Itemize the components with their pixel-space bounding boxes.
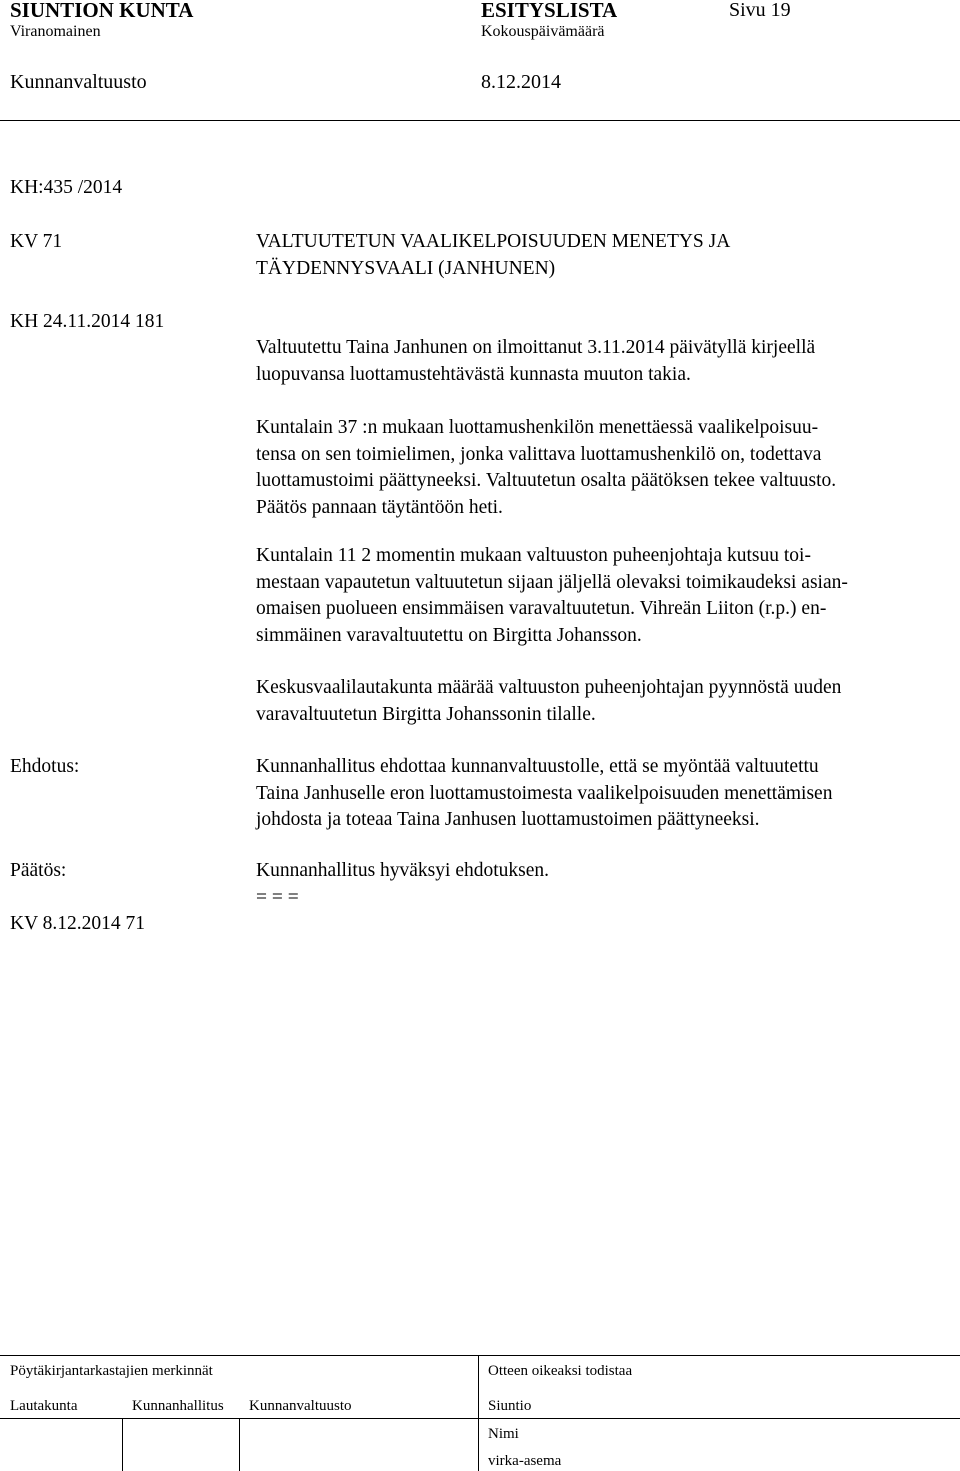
document-type: ESITYSLISTA xyxy=(481,0,618,22)
footer-divider xyxy=(122,1419,123,1471)
page-number: Sivu 19 xyxy=(729,0,791,21)
text-line: Päätös pannaan täytäntöön heti. xyxy=(256,496,503,518)
body-name: Kunnanvaltuusto xyxy=(10,71,147,93)
decision-text xyxy=(256,858,946,911)
text-line: Taina Janhuselle eron luottamustoimesta vaalikelpoisuuden menettämisen xyxy=(256,782,833,804)
review-label: Pöytäkirjantarkastajien merkinnät xyxy=(10,1363,213,1379)
text-line: simmäinen varavaltuutettu on Birgitta Johansson. xyxy=(256,624,642,646)
proposal-label: Ehdotus: xyxy=(10,756,80,777)
text-line: Valtuutettu Taina Janhunen on ilmoittanut 3.11.2014 päivätyllä kirjeellä xyxy=(256,337,816,358)
kh-meeting-reference: KH 24.11.2014 181 xyxy=(10,311,165,332)
footer-col-council: Kunnanvaltuusto xyxy=(249,1398,352,1414)
decision-label: Päätös: xyxy=(10,860,67,881)
agenda-title xyxy=(256,229,946,282)
proposal-text xyxy=(256,754,946,834)
footer-place: Siuntio xyxy=(488,1398,532,1414)
footer-col-board: Lautakunta xyxy=(10,1398,78,1414)
footer-col-government: Kunnanhallitus xyxy=(132,1398,224,1414)
text-line: omaisen puolueen ensimmäisen varavaltuutetun. Vihreän Liiton (r.p.) en- xyxy=(256,598,827,619)
text-line: tensa on sen toimielimen, jonka valittava luottamushenkilö on, todettava xyxy=(256,443,822,465)
paragraph-municipal-act-11 xyxy=(256,543,946,649)
authority-label: Viranomainen xyxy=(10,23,101,40)
text-line: mestaan vapautetun valtuutetun sijaan jäljellä olevaksi toimikaudeksi asian- xyxy=(256,571,848,593)
meeting-date-label: Kokouspäivämäärä xyxy=(481,23,605,40)
footer-divider xyxy=(239,1419,240,1471)
text-line: Kuntalain 11 2 momentin mukaan valtuuston puheenjohtaja kutsuu toi- xyxy=(256,545,811,566)
footer-mid-rule xyxy=(0,1418,960,1419)
header-divider xyxy=(0,120,960,121)
certified-label: Otteen oikeaksi todistaa xyxy=(488,1363,633,1379)
text-line: Kuntalain 37 :n mukaan luottamushenkilön menettäessä vaalikelpoisuu- xyxy=(256,417,819,438)
title-line: TÄYDENNYSVAALI (JANHUNEN) xyxy=(256,257,556,279)
kv-reference: KV 71 xyxy=(10,231,63,252)
org-name: SIUNTION KUNTA xyxy=(10,0,194,22)
footer-top-rule xyxy=(0,1355,960,1356)
text-line: varavaltuutetun Birgitta Johanssonin tilalle. xyxy=(256,703,596,725)
paragraph-resignation xyxy=(256,335,946,388)
text-line: Kunnanhallitus ehdottaa kunnanvaltuustolle, että se myöntää valtuutettu xyxy=(256,756,819,777)
text-line: Keskusvaalilautakunta määrää valtuuston puheenjohtajan pyynnöstä uuden xyxy=(256,677,842,698)
paragraph-election-board xyxy=(256,675,946,728)
footer-divider xyxy=(478,1356,479,1471)
title-line: VALTUUTETUN VAALIKELPOISUUDEN MENETYS JA xyxy=(256,231,731,252)
text-line: Kunnanhallitus hyväksyi ehdotuksen. xyxy=(256,860,550,881)
text-line: luopuvansa luottamustehtävästä kunnasta muuton takia. xyxy=(256,363,691,385)
footer-name-label: Nimi xyxy=(488,1426,519,1442)
meeting-date: 8.12.2014 xyxy=(481,71,561,93)
paragraph-municipal-act-37 xyxy=(256,415,946,521)
kv-meeting-reference: KV 8.12.2014 71 xyxy=(10,913,146,934)
text-line: luottamustoimi päättyneeksi. Valtuutetun osalta päätöksen tekee valtuusto. xyxy=(256,470,837,491)
kh-reference: KH:435 /2014 xyxy=(10,177,123,198)
end-mark: = = = xyxy=(256,886,299,908)
text-line: johdosta ja toteaa Taina Janhusen luottamustoimen päättyneeksi. xyxy=(256,809,760,830)
footer-position-label: virka-asema xyxy=(488,1453,562,1469)
